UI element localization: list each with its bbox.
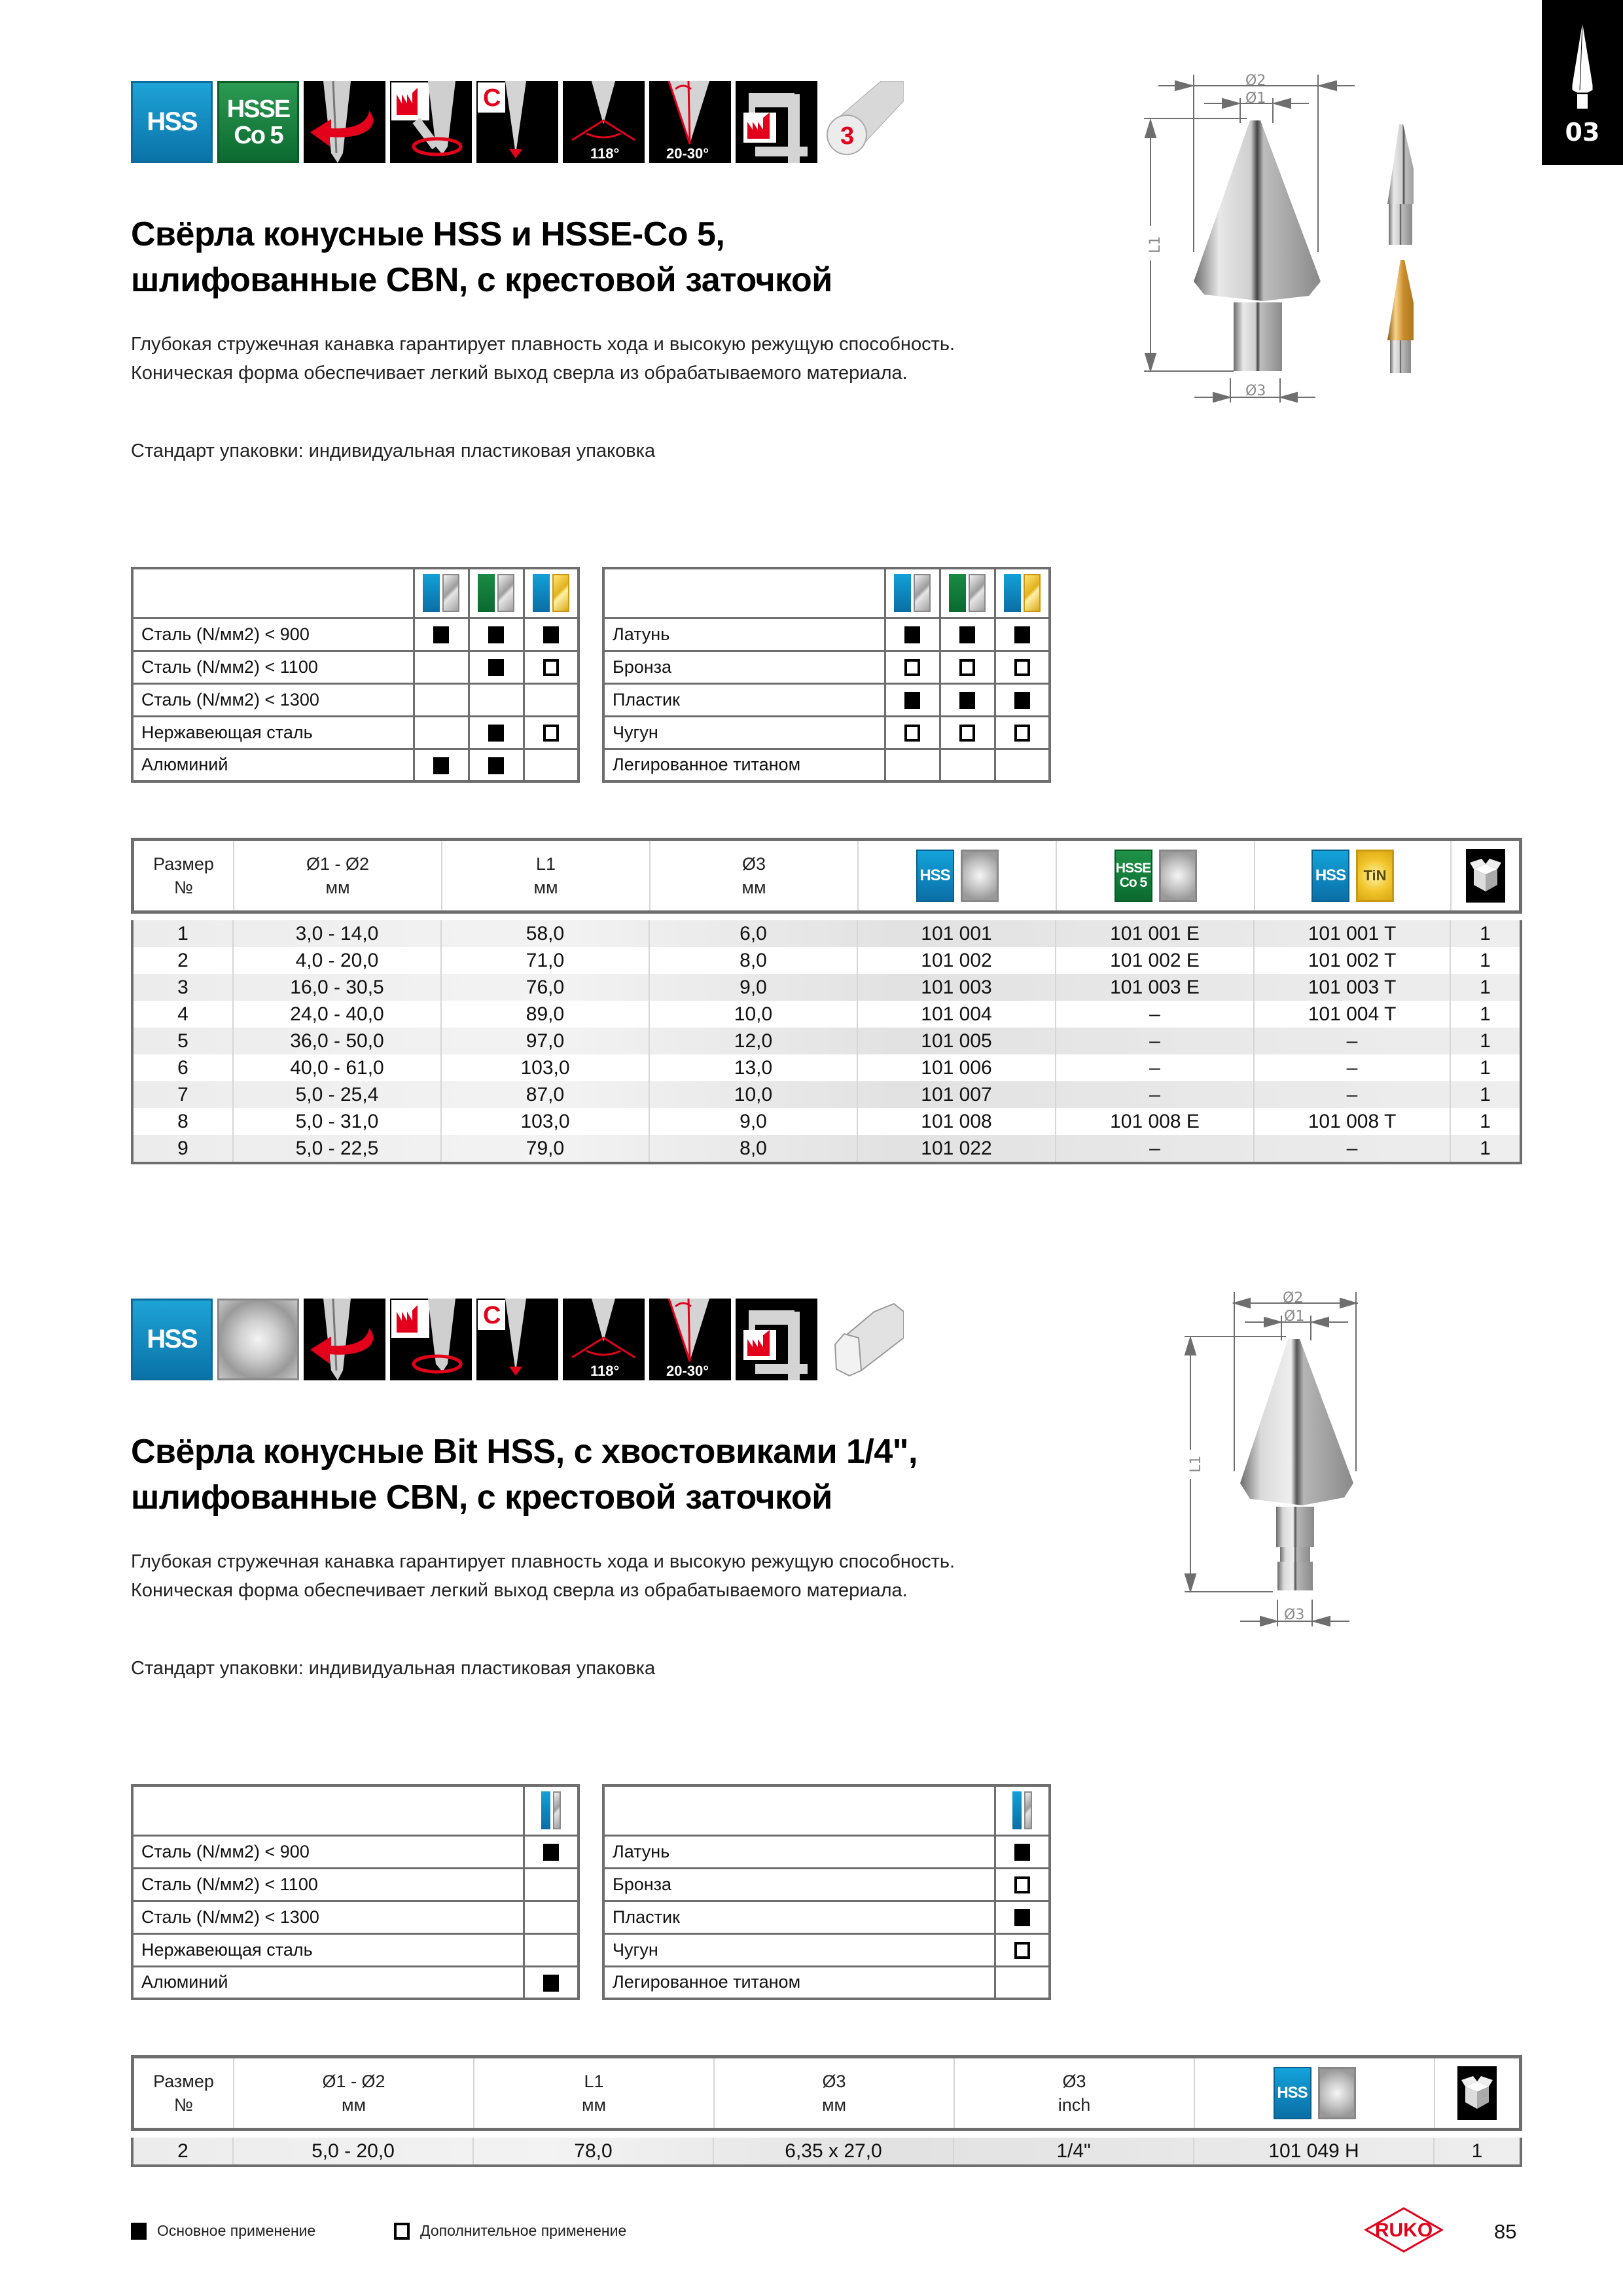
- material-row: Латунь: [603, 618, 1050, 651]
- point-angle-118-icon: [563, 1299, 645, 1380]
- primary-use-mark: [433, 626, 449, 643]
- table-row[interactable]: 1 3,0 - 14,0 58,0 6,0 101 001 101 001 E 101 001 T 1: [134, 920, 1520, 947]
- product-table-header: Размер № Ø1 - Ø2 мм L1 мм Ø3 мм Ø3 inch HSS: [131, 2055, 1522, 2131]
- material-row: Легированное титаном: [603, 1966, 1050, 1999]
- cone-drill-image: [1113, 65, 1414, 687]
- hsse-column-swatch: [940, 568, 995, 618]
- product-table-1: [131, 838, 1522, 1164]
- tin-column-swatch: [524, 568, 579, 618]
- material-row: Пластик: [603, 1901, 1050, 1933]
- table-row[interactable]: 2 4,0 - 20,0 71,0 8,0 101 002 101 002 E 101 002 T 1: [134, 947, 1520, 974]
- material-row: Алюминий: [132, 1966, 579, 1999]
- legend-secondary: Дополнительное применение: [394, 2222, 626, 2240]
- cross-grinding-icon: [390, 1299, 472, 1380]
- table-row[interactable]: 3 16,0 - 30,5 76,0 9,0 101 003 101 003 E 101 003 T 1: [134, 974, 1520, 1001]
- svg-text:Ø1: Ø1: [1284, 1308, 1305, 1325]
- svg-text:Ø2: Ø2: [1283, 1290, 1304, 1306]
- hss-column-swatch: [414, 568, 469, 618]
- primary-use-mark: [488, 725, 504, 742]
- material-row: Сталь (N/мм2) < 1100: [132, 651, 579, 683]
- helix-angle-20-30-icon: [649, 1299, 731, 1380]
- product-table-2: [131, 2055, 1522, 2167]
- secondary-use-mark-icon: [394, 2223, 410, 2240]
- primary-use-mark: [433, 757, 449, 774]
- feature-icon-strip: [131, 81, 904, 163]
- dimension-tolerance-icon: [736, 1299, 817, 1380]
- cross-grinding-icon: [390, 81, 472, 163]
- svg-text:20-30°: 20-30°: [666, 145, 709, 162]
- table-row[interactable]: 2 5,0 - 20,0 78,0 6,35 x 27,0 1/4" 101 049 H 1: [134, 2138, 1520, 2164]
- table-row[interactable]: 4 24,0 - 40,0 89,0 10,0 101 004 – 101 004 T 1: [134, 1001, 1520, 1028]
- table-row[interactable]: 8 5,0 - 31,0 103,0 9,0 101 008 101 008 E 101 008 T 1: [134, 1108, 1520, 1135]
- product-table-body: [131, 2138, 1522, 2167]
- hex-shank-icon: [822, 1299, 904, 1380]
- table-row[interactable]: 7 5,0 - 25,4 87,0 10,0 101 007 – – 1: [134, 1081, 1520, 1108]
- material-row: Легированное титаном: [603, 749, 1050, 781]
- hss-badge-icon: HSS: [131, 1299, 213, 1380]
- material-row: Латунь: [603, 1835, 1050, 1868]
- table-row[interactable]: 9 5,0 - 22,5 79,0 8,0 101 022 – – 1: [134, 1135, 1520, 1162]
- svg-text:C: C: [483, 1302, 501, 1329]
- primary-use-mark-icon: [131, 2223, 147, 2240]
- section2-description: Глубокая стружечная канавка гарантирует плавность хода и высокую режущую способность. Коническая форма обеспечивает легкий выход сверла из обрабатываемого материала.: [131, 1551, 955, 1601]
- drill-dimension-drawing: [1113, 65, 1414, 687]
- section1-description: Глубокая стружечная канавка гарантирует плавность хода и высокую режущую способность. Коническая форма обеспечивает легкий выход сверла из обрабатываемого материала.: [131, 334, 955, 384]
- packaging-box-icon: [1466, 849, 1505, 903]
- primary-use-mark: [488, 626, 504, 643]
- feature-icon-strip-2: [131, 1299, 904, 1380]
- ruko-logo: [1364, 2207, 1443, 2253]
- material-row: Чугун: [603, 1933, 1050, 1966]
- material-row: Алюминий: [132, 749, 579, 781]
- section1-packaging: Стандарт упаковки: индивидуальная пластиковая упаковка: [131, 440, 656, 461]
- svg-text:L1: L1: [1147, 236, 1164, 253]
- right-hand-cutting-icon: [304, 81, 385, 163]
- material-table-right-2: [602, 1784, 1051, 2000]
- hss-column-swatch: [995, 1785, 1050, 1835]
- svg-text:Ø3: Ø3: [1284, 1607, 1305, 1623]
- material-row: Сталь (N/мм2) < 900: [132, 1835, 579, 1868]
- material-table-left-2: [131, 1784, 580, 2000]
- section1-title: Свёрла конусные HSS и HSSE-Co 5, шлифованные CBN, с крестовой заточкой: [131, 215, 832, 299]
- material-row: Чугун: [603, 716, 1050, 749]
- primary-use-mark: [488, 757, 504, 774]
- page-number: 85: [1494, 2220, 1517, 2243]
- material-table-left: [131, 567, 580, 783]
- hss-bright-badge: HSS: [1274, 2067, 1356, 2119]
- hss-badge-icon: HSS: [131, 81, 213, 163]
- cbn-ground-icon: [476, 81, 558, 163]
- svg-text:Ø3: Ø3: [1245, 383, 1266, 399]
- svg-text:20-30°: 20-30°: [666, 1363, 709, 1379]
- chapter-tab[interactable]: [1542, 0, 1623, 165]
- material-row: Сталь (N/мм2) < 1100: [132, 1868, 579, 1901]
- material-row: Бронза: [603, 1868, 1050, 1901]
- hss-tin-badge: HSS TiN: [1311, 850, 1394, 902]
- material-row: Сталь (N/мм2) < 1300: [132, 683, 579, 716]
- hss-bright-badge: HSS: [916, 850, 999, 902]
- table-row[interactable]: 5 36,0 - 50,0 97,0 12,0 101 005 – – 1: [134, 1028, 1520, 1054]
- three-flat-shank-icon: [822, 81, 904, 163]
- table-row[interactable]: 6 40,0 - 61,0 103,0 13,0 101 006 – – 1: [134, 1054, 1520, 1081]
- section2-packaging: Стандарт упаковки: индивидуальная пластиковая упаковка: [131, 1658, 656, 1679]
- tin-column-swatch: [995, 568, 1050, 618]
- packaging-box-icon: [1457, 2066, 1497, 2120]
- primary-use-mark: [543, 626, 559, 643]
- step-drill-icon: [1567, 20, 1598, 111]
- product-table-header: Размер № Ø1 - Ø2 мм L1 мм Ø3 мм HSS HSSE Co 5 HSS TiN: [131, 838, 1522, 914]
- bright-finish-icon: [217, 1299, 299, 1380]
- material-table-right: [602, 567, 1051, 783]
- helix-angle-20-30-icon: [649, 81, 731, 163]
- svg-text:Ø1: Ø1: [1245, 90, 1266, 107]
- material-row: Нержавеющая сталь: [132, 716, 579, 749]
- hsse-column-swatch: [469, 568, 524, 618]
- svg-text:RUKO: RUKO: [1374, 2219, 1433, 2241]
- material-row: Бронза: [603, 651, 1050, 683]
- hsse-co5-badge-icon: HSSE Co 5: [217, 81, 299, 163]
- primary-use-mark: [488, 659, 504, 676]
- hsse-bright-badge: HSSE Co 5: [1115, 850, 1197, 902]
- product-table-body: [131, 920, 1522, 1164]
- bit-drill-dimension-drawing: [1145, 1283, 1381, 1898]
- svg-text:C: C: [483, 84, 501, 112]
- point-angle-118-icon: [563, 81, 645, 163]
- hss-column-swatch: [524, 1785, 579, 1835]
- material-row: Пластик: [603, 683, 1050, 716]
- legend-primary: Основное применение: [131, 2222, 315, 2240]
- dimension-tolerance-icon: [736, 81, 817, 163]
- svg-text:118°: 118°: [590, 145, 620, 162]
- material-row: Сталь (N/мм2) < 1300: [132, 1901, 579, 1933]
- material-row: Нержавеющая сталь: [132, 1933, 579, 1966]
- right-hand-cutting-icon: [304, 1299, 385, 1380]
- material-row: Сталь (N/мм2) < 900: [132, 618, 579, 651]
- bit-cone-drill-image: [1145, 1283, 1381, 1898]
- svg-text:3: 3: [840, 122, 855, 150]
- cbn-ground-icon: [476, 1299, 558, 1380]
- section2-title: Свёрла конусные Bit HSS, с хвостовиками 1/4", шлифованные CBN, с крестовой заточкой: [131, 1433, 918, 1516]
- svg-text:Ø2: Ø2: [1245, 73, 1266, 89]
- secondary-use-mark: [543, 725, 559, 742]
- hss-column-swatch: [885, 568, 940, 618]
- secondary-use-mark: [543, 659, 559, 676]
- svg-text:118°: 118°: [590, 1363, 620, 1379]
- chapter-number: 03: [1565, 118, 1600, 147]
- svg-text:L1: L1: [1188, 1455, 1204, 1473]
